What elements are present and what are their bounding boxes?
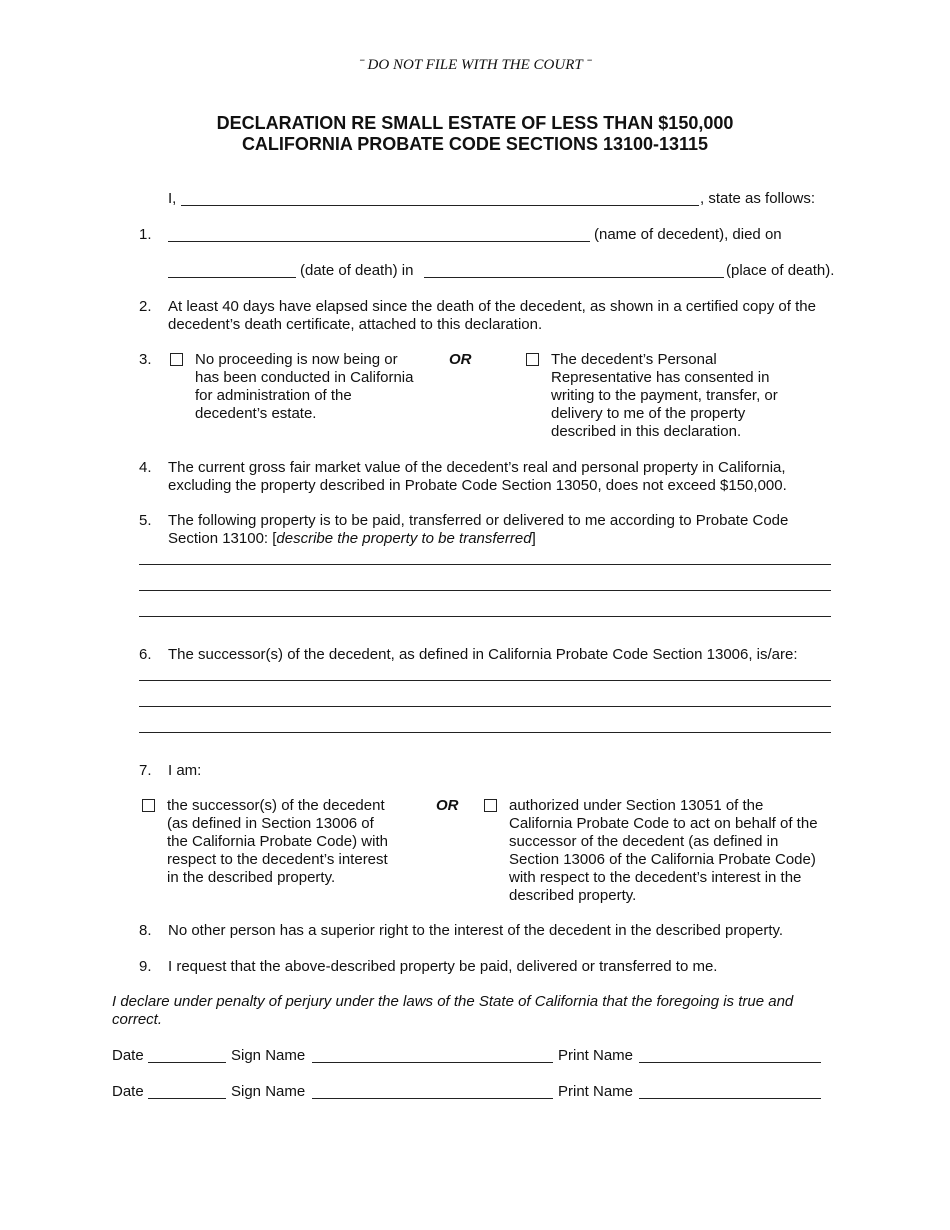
date-of-death-label: (date of death) in	[300, 262, 414, 279]
declarant-name-field[interactable]	[181, 205, 699, 206]
intro-suffix: , state as follows:	[700, 190, 816, 207]
item2-text: At least 40 days have elapsed since the death of the decedent, as shown in a certified copy of the decedent’s death certificate, attached to this declaration.	[168, 298, 816, 333]
property-line[interactable]	[139, 616, 831, 617]
item7-option-b: authorized under Section 13051 of the California Probate Code to act on behalf of the successor of the decedent (as defined in Section 13006 of the California Probate Code) with respect to the decedent’s interest in the described property.	[509, 797, 818, 904]
print-name-label: Print Name	[558, 1083, 634, 1100]
place-of-death-field[interactable]	[424, 277, 724, 278]
sign-name-field[interactable]	[312, 1062, 553, 1063]
form-title: DECLARATION RE SMALL ESTATE OF LESS THAN $150,000	[216, 113, 734, 133]
item5-text-line1: The following property is to be paid, transferred or delivered to me according to Probate Code	[168, 512, 789, 529]
item5-text-line2	[168, 530, 536, 548]
item8-text: No other person has a superior right to the interest of the decedent in the described property.	[168, 922, 784, 939]
or-label: OR	[449, 351, 472, 368]
property-line[interactable]	[139, 564, 831, 565]
item3-option-a: No proceeding is now being or has been conducted in California for administration of the decedent’s estate.	[195, 351, 414, 422]
property-line[interactable]	[139, 590, 831, 591]
perjury-declaration: I declare under penalty of perjury under the laws of the State of California that the foregoing is true and correct.	[112, 993, 794, 1028]
item5-text-prefix: Section 13100: [	[168, 530, 277, 547]
item7-option-a: the successor(s) of the decedent (as defined in Section 13006 of the California Probate Code) with respect to the decedent’s interest in the described property.	[167, 797, 388, 886]
date-of-death-field[interactable]	[168, 277, 296, 278]
successor-line[interactable]	[139, 706, 831, 707]
successor-checkbox[interactable]	[142, 799, 155, 812]
authorized-agent-checkbox[interactable]	[484, 799, 497, 812]
item5-instruction: describe the property to be transferred	[276, 530, 532, 547]
item-number: 1.	[139, 226, 152, 243]
print-name-field[interactable]	[639, 1098, 821, 1099]
successor-line[interactable]	[139, 732, 831, 733]
print-name-label: Print Name	[558, 1047, 634, 1064]
sign-name-label: Sign Name	[231, 1083, 306, 1100]
or-label: OR	[436, 797, 459, 814]
item4-text: The current gross fair market value of the decedent’s real and personal property in California, excluding the property described in Probate Code Section 13050, does not exceed $150,000.	[168, 459, 787, 494]
intro-prefix: I,	[168, 190, 177, 207]
item6-text: The successor(s) of the decedent, as defined in California Probate Code Section 13006, is/are:	[168, 646, 798, 663]
item-number: 4.	[139, 459, 152, 476]
item5-text-suffix: ]	[531, 530, 536, 547]
item-number: 2.	[139, 298, 152, 315]
do-not-file-notice: ˉ DO NOT FILE WITH THE COURT ˉ	[358, 57, 592, 73]
item-number: 5.	[139, 512, 152, 529]
form-subtitle: CALIFORNIA PROBATE CODE SECTIONS 13100-13115	[241, 134, 709, 154]
decedent-name-label: (name of decedent), died on	[594, 226, 782, 243]
item-number: 6.	[139, 646, 152, 663]
item3-option-b: The decedent’s Personal Representative has consented in writing to the payment, transfer, or delivery to me of the property described in this declaration.	[551, 351, 778, 440]
date-field[interactable]	[148, 1098, 226, 1099]
successor-line[interactable]	[139, 680, 831, 681]
sign-name-field[interactable]	[312, 1098, 553, 1099]
item-number: 3.	[139, 351, 152, 368]
representative-consent-checkbox[interactable]	[526, 353, 539, 366]
item-number: 9.	[139, 958, 152, 975]
item-number: 8.	[139, 922, 152, 939]
print-name-field[interactable]	[639, 1062, 821, 1063]
date-label: Date	[112, 1047, 144, 1064]
decedent-name-field[interactable]	[168, 241, 590, 242]
item7-label: I am:	[168, 762, 202, 779]
item-number: 7.	[139, 762, 152, 779]
date-field[interactable]	[148, 1062, 226, 1063]
sign-name-label: Sign Name	[231, 1047, 306, 1064]
item9-text: I request that the above-described property be paid, delivered or transferred to me.	[168, 958, 718, 975]
date-label: Date	[112, 1083, 144, 1100]
no-proceeding-checkbox[interactable]	[170, 353, 183, 366]
place-of-death-label: (place of death).	[726, 262, 835, 279]
